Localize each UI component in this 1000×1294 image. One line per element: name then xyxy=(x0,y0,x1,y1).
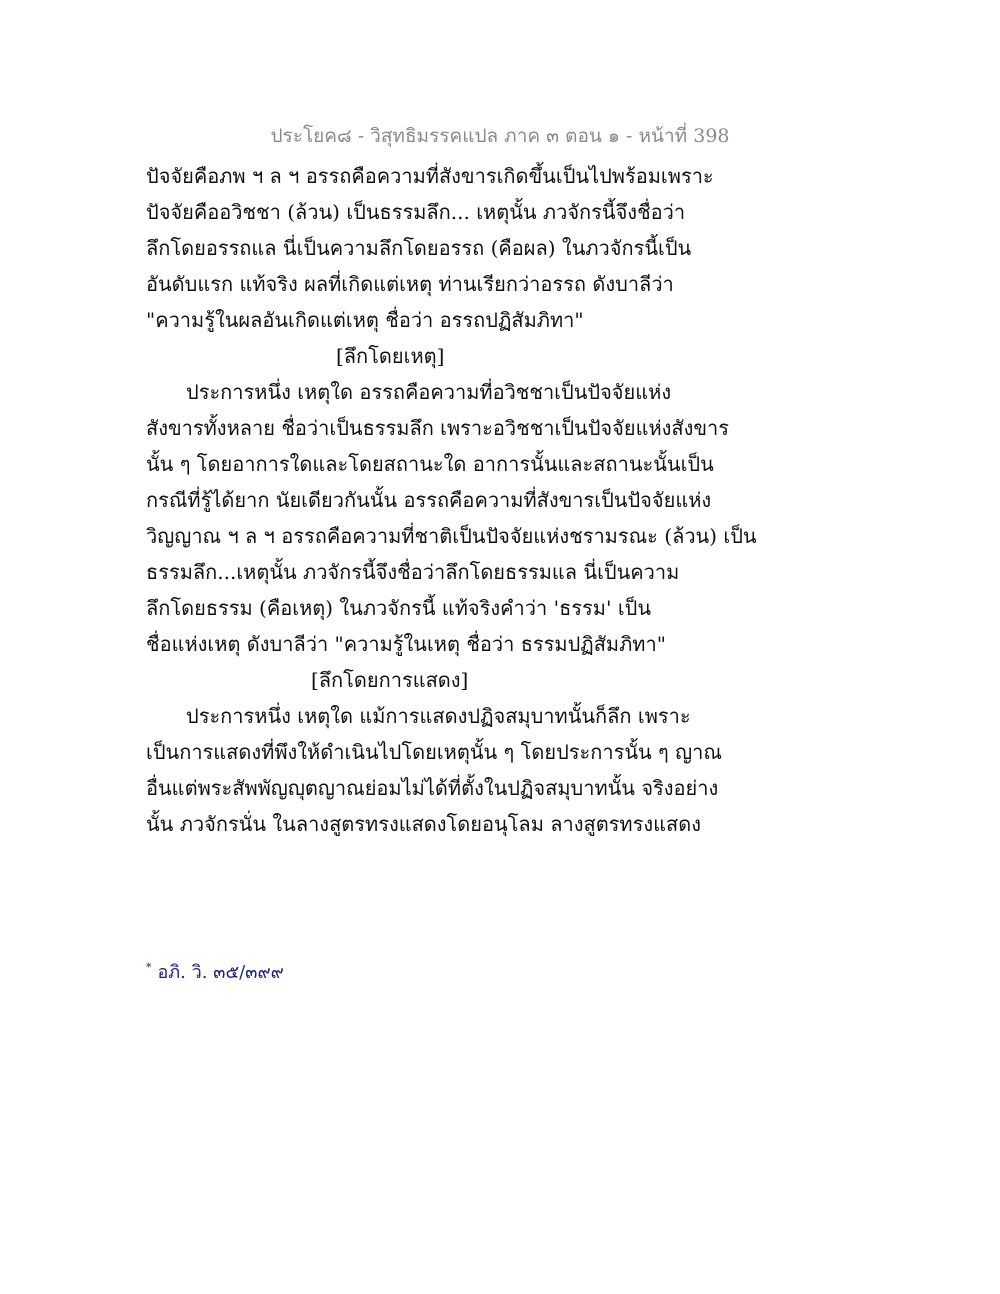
footnote-mark: * xyxy=(146,961,152,974)
section-heading-cause: [ลึกโดยเหตุ] xyxy=(336,344,445,368)
page-body xyxy=(146,158,786,842)
paragraph-first-line: ประการหนึ่ง เหตุใด แม้การแสดงปฏิจสมุบาทนั้นก็ลึก เพราะ xyxy=(186,704,691,728)
paragraph-first-line: ประการหนึ่ง เหตุใด อรรถคือความที่อวิชชาเป็นปัจจัยแห่ง xyxy=(186,380,672,404)
section-heading-teaching: [ลึกโดยการแสดง] xyxy=(311,668,469,692)
body-line: ลึกโดยอรรถแล นี่เป็นความลึกโดยอรรถ (คือผล) ในภวจักรนี้เป็น xyxy=(146,236,692,260)
body-line: กรณีที่รู้ได้ยาก นัยเดียวกันนั้น อรรถคือความที่สังขารเป็นปัจจัยแห่ง xyxy=(146,488,712,512)
body-line: นั้น ๆ โดยอาการใดและโดยสถานะใด อาการนั้นและสถานะนั้นเป็น xyxy=(146,452,714,476)
footnote xyxy=(146,954,284,987)
body-line: ปัจจัยคืออวิชชา (ล้วน) เป็นธรรมลึก... เหตุนั้น ภวจักรนี้จึงชื่อว่า xyxy=(146,200,686,224)
footnote-reference: อภิ. วิ. ๓๕/๓๙๙ xyxy=(157,962,284,983)
running-head xyxy=(0,122,1000,150)
body-line: ชื่อแห่งเหตุ ดังบาลีว่า "ความรู้ในเหตุ ชื่อว่า ธรรมปฏิสัมภิทา" xyxy=(146,632,666,656)
body-line: "ความรู้ในผลอันเกิดแต่เหตุ ชื่อว่า อรรถปฏิสัมภิทา" xyxy=(146,308,584,332)
running-head-text: ประโยค๘ - วิสุทธิมรรคแปล ภาค ๓ ตอน ๑ - หน้าที่ 398 xyxy=(270,125,730,147)
body-line: อื่นแต่พระสัพพัญญุตญาณย่อมไม่ได้ที่ตั้งในปฏิจสมุบาทนั้น จริงอย่าง xyxy=(146,776,719,800)
body-line: นั้น ภวจักรนั่น ในลางสูตรทรงแสดงโดยอนุโลม ลางสูตรทรงแสดง xyxy=(146,812,701,836)
body-line: ลึกโดยธรรม (คือเหตุ) ในภวจักรนี้ แท้จริงคำว่า 'ธรรม' เป็น xyxy=(146,596,652,620)
body-line: ปัจจัยคือภพ ฯ ล ฯ อรรถคือความที่สังขารเกิดขึ้นเป็นไปพร้อมเพราะ xyxy=(146,164,714,188)
body-line: ธรรมลึก...เหตุนั้น ภวจักรนี้จึงชื่อว่าลึกโดยธรรมแล นี่เป็นความ xyxy=(146,560,680,584)
body-line: เป็นการแสดงที่พึงให้ดำเนินไปโดยเหตุนั้น ๆ โดยประการนั้น ๆ ญาณ xyxy=(146,740,722,764)
body-line: อันดับแรก แท้จริง ผลที่เกิดแต่เหตุ ท่านเรียกว่าอรรถ ดังบาลีว่า xyxy=(146,272,674,296)
body-line: สังขารทั้งหลาย ชื่อว่าเป็นธรรมลึก เพราะอวิชชาเป็นปัจจัยแห่งสังขาร xyxy=(146,416,730,440)
body-line: วิญญาณ ฯ ล ฯ อรรถคือความที่ชาติเป็นปัจจัยแห่งชรามรณะ (ล้วน) เป็น xyxy=(146,524,757,548)
